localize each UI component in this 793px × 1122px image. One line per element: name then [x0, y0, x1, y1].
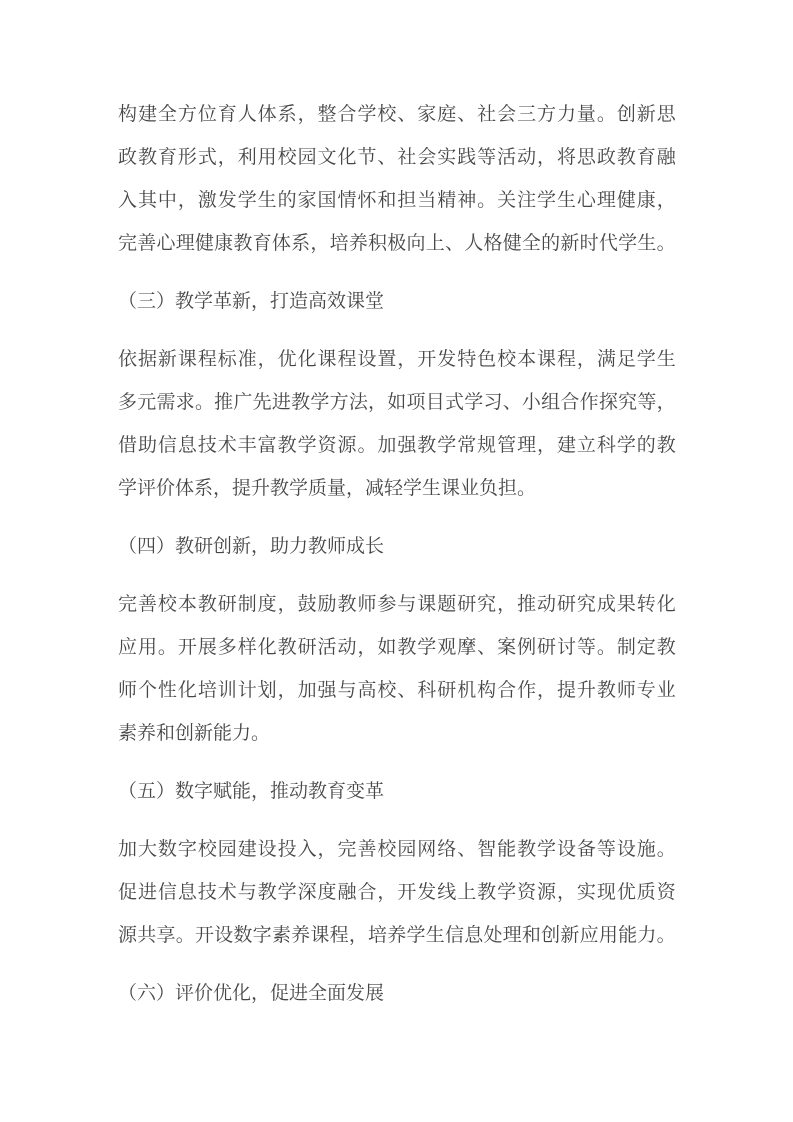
section-heading-6: （六）评价优化，促进全面发展 — [118, 983, 385, 1004]
text-line: 完 善 心 理 健 康 教 育 体 系 ， 培 养 积 极 向 上 、 人 格 健 全 的 新 时 代 学 生 。 — [118, 233, 676, 254]
paragraph — [118, 338, 676, 510]
section-heading-5: （五）数字赋能，推动教育变革 — [118, 781, 385, 802]
text-line: 借 助 信 息 技 术 丰 富 教 学 资 源 。 加 强 教 学 常 规 管 理 ， 建 立 科 学 的 教 — [118, 435, 676, 456]
text-line: 应 用 。 开 展 多 样 化 教 研 活 动 ， 如 教 学 观 摩 、 案 例 研 讨 等 。 制 定 教 — [118, 637, 676, 658]
text-line: 入 其 中 ， 激 发 学 生 的 家 国 情 怀 和 担 当 精 神 。 关 注 学 生 心 理 健 康 ， — [118, 190, 676, 211]
text-line: 源 共 享 。 开 设 数 字 素 养 课 程 ， 培 养 学 生 信 息 处 理 和 创 新 应 用 能 力 。 — [118, 925, 676, 946]
text-line: 依 据 新 课 程 标 准 ， 优 化 课 程 设 置 ， 开 发 特 色 校 本 课 程 ， 满 足 学 生 — [118, 349, 676, 370]
text-line: 构 建 全 方 位 育 人 体 系 ， 整 合 学 校 、 家 庭 、 社 会 三 方 力 量 。 创 新 思 — [118, 104, 676, 125]
document-content — [118, 93, 676, 1030]
section-heading-3: （三）教学革新，打造高效课堂 — [118, 291, 385, 312]
text-line: 学评价体系，提升教学质量，减轻学生课业负担。 — [118, 478, 537, 499]
section-heading-4: （四）教研创新，助力教师成长 — [118, 536, 385, 557]
text-line: 促 进 信 息 技 术 与 教 学 深 度 融 合 ， 开 发 线 上 教 学 资 源 ， 实 现 优 质 资 — [118, 882, 676, 903]
paragraph — [118, 828, 676, 957]
paragraph — [118, 93, 676, 265]
text-line: 政 教 育 形 式 ， 利 用 校 园 文 化 节 、 社 会 实 践 等 活 动 ， 将 思 政 教 育 融 — [118, 147, 676, 168]
paragraph — [118, 583, 676, 755]
text-line: 师 个 性 化 培 训 计 划 ， 加 强 与 高 校 、 科 研 机 构 合 作 ， 提 升 教 师 专 业 — [118, 680, 676, 701]
text-line: 素养和创新能力。 — [118, 723, 271, 744]
text-line: 多 元 需 求 。 推 广 先 进 教 学 方 法 ， 如 项 目 式 学 习 、 小 组 合 作 探 究 等 ， — [118, 392, 676, 413]
text-line: 完 善 校 本 教 研 制 度 ， 鼓 励 教 师 参 与 课 题 研 究 ， 推 动 研 究 成 果 转 化 — [118, 594, 676, 615]
text-line: 加 大 数 字 校 园 建 设 投 入 ， 完 善 校 园 网 络 、 智 能 教 学 设 备 等 设 施 。 — [118, 839, 676, 860]
